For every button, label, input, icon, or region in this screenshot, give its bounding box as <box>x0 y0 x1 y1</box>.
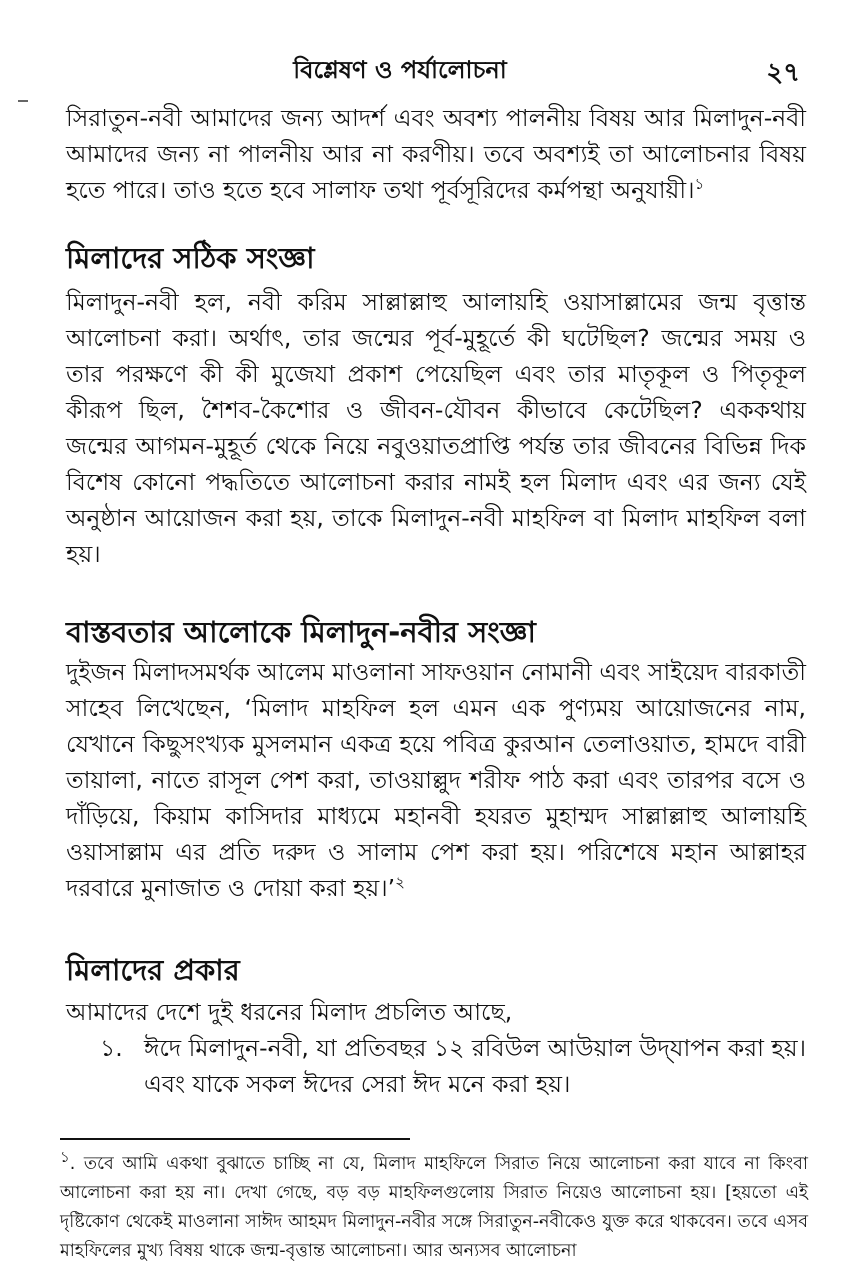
reality-definition-paragraph <box>66 654 806 906</box>
list-item <box>100 1030 806 1102</box>
list-item-number: ১. <box>100 1034 123 1062</box>
section-heading-types: মিলাদের প্রকার <box>66 953 240 987</box>
section-heading-definition: মিলাদের সঠিক সংজ্ঞা <box>66 241 315 275</box>
margin-mark <box>18 100 28 102</box>
section-heading-reality-definition: বাস্তবতার আলোকে মিলাদুন-নবীর সংজ্ঞা <box>66 615 536 649</box>
intro-paragraph <box>66 100 806 208</box>
intro-paragraph-text: সিরাতুন-নবী আমাদের জন্য আদর্শ এবং অবশ্য পালনীয় বিষয় আর মিলাদুন-নবী আমাদের জন্য না পালনীয় আর না করণীয়। তবে অবশ্যই তা আলোচনার বিষয় হতে পারে। তাও হতে হবে সালাফ তথা পূর্বসূরিদের কর্মপন্থা অনুযায়ী। <box>66 104 806 204</box>
list-item-text: ঈদে মিলাদুন-নবী, যা প্রতিবছর ১২ রবিউল আউয়াল উদ্‌যাপন করা হয়। এবং যাকে সকল ঈদের সেরা ঈদ মনে করা হয়। <box>144 1034 806 1098</box>
page-number: ২৭ <box>766 58 800 88</box>
footnote-ref-1: ১ <box>694 175 705 194</box>
definition-paragraph: মিলাদুন-নবী হল, নবী করিম সাল্লাল্লাহু আলায়হি ওয়াসাল্লামের জন্ম বৃত্তান্ত আলোচনা করা। অর্থাৎ, তার জন্মের পূর্ব-মুহূর্তে কী ঘটেছিল? জন্মের সময় ও তার পরক্ষণে কী কী মুজেযা প্রকাশ পেয়েছিল এবং তার মাতৃকূল ও পিতৃকূল কীরূপ ছিল, শৈশব-কৈশোর ও জীবন-যৌবন কীভাবে কেটেছিল? এককথায় জন্মের আগমন-মুহূর্ত থেকে নিয়ে নবুওয়াতপ্রাপ্তি পর্যন্ত তার জীবনের বিভিন্ন দিক বিশেষ কোনো পদ্ধতিতে আলোচনা করার নামই হল মিলাদ এবং এর জন্য যেই অনুষ্ঠান আয়োজন করা হয়, তাকে মিলাদুন-নবী মাহফিল বা মিলাদ মাহফিল বলা হয়। <box>66 288 806 568</box>
types-intro: আমাদের দেশে দুই ধরনের মিলাদ প্রচলিত আছে, <box>66 998 513 1026</box>
running-header <box>60 52 800 92</box>
footnote-text: . তবে আমি একথা বুঝাতে চাচ্ছি না যে, মিলাদ মাহফিলে সিরাত নিয়ে আলোচনা করা যাবে না কিংবা আলোচনা করা হয় না। দেখা গেছে, বড় বড় মাহফিলগুলোয় সিরাত নিয়েও আলোচনা হয়। [হয়তো এই দৃষ্টিকোণ থেকেই মাওলানা সাঈদ আহমদ মিলাদুন-নবীর সঙ্গে সিরাতুন-নবীকেও যুক্ত করে থাকবেন। তবে এসব মাহফিলের মুখ্য বিষয় থাকে জন্ম-বৃত্তান্ত আলোচনা। আর অন্যসব আলোচনা <box>60 1154 808 1261</box>
footnote-marker: ১ <box>60 1148 70 1167</box>
reality-definition-text: দুইজন মিলাদসমর্থক আলেম মাওলানা সাফওয়ান নোমানী এবং সাইয়েদ বারকাতী সাহেব লিখেছেন, ‘মিলাদ মাহফিল হল এমন এক পুণ্যময় আয়োজনের নাম, যেখানে কিছুসংখ্যক মুসলমান একত্র হয়ে পবিত্র কুরআন তেলাওয়াত, হামদে বারী তায়ালা, নাতে রাসূল পেশ করা, তাওয়াল্লুদ শরীফ পাঠ করা এবং তারপর বসে ও দাঁড়িয়ে, কিয়াম কাসিদার মাধ্যমে মহানবী হযরত মুহাম্মদ সাল্লাল্লাহু আলায়হি ওয়াসাল্লাম এর প্রতি দরুদ ও সালাম পেশ করা হয়। পরিশেষে মহান আল্লাহর দরবারে মুনাজাত ও দোয়া করা হয়।’ <box>66 658 806 902</box>
footnote <box>60 1150 808 1266</box>
footnote-divider <box>60 1138 410 1140</box>
footnote-ref-2: ২ <box>395 873 405 892</box>
running-title: বিশ্লেষণ ও পর্যালোচনা <box>293 56 507 84</box>
